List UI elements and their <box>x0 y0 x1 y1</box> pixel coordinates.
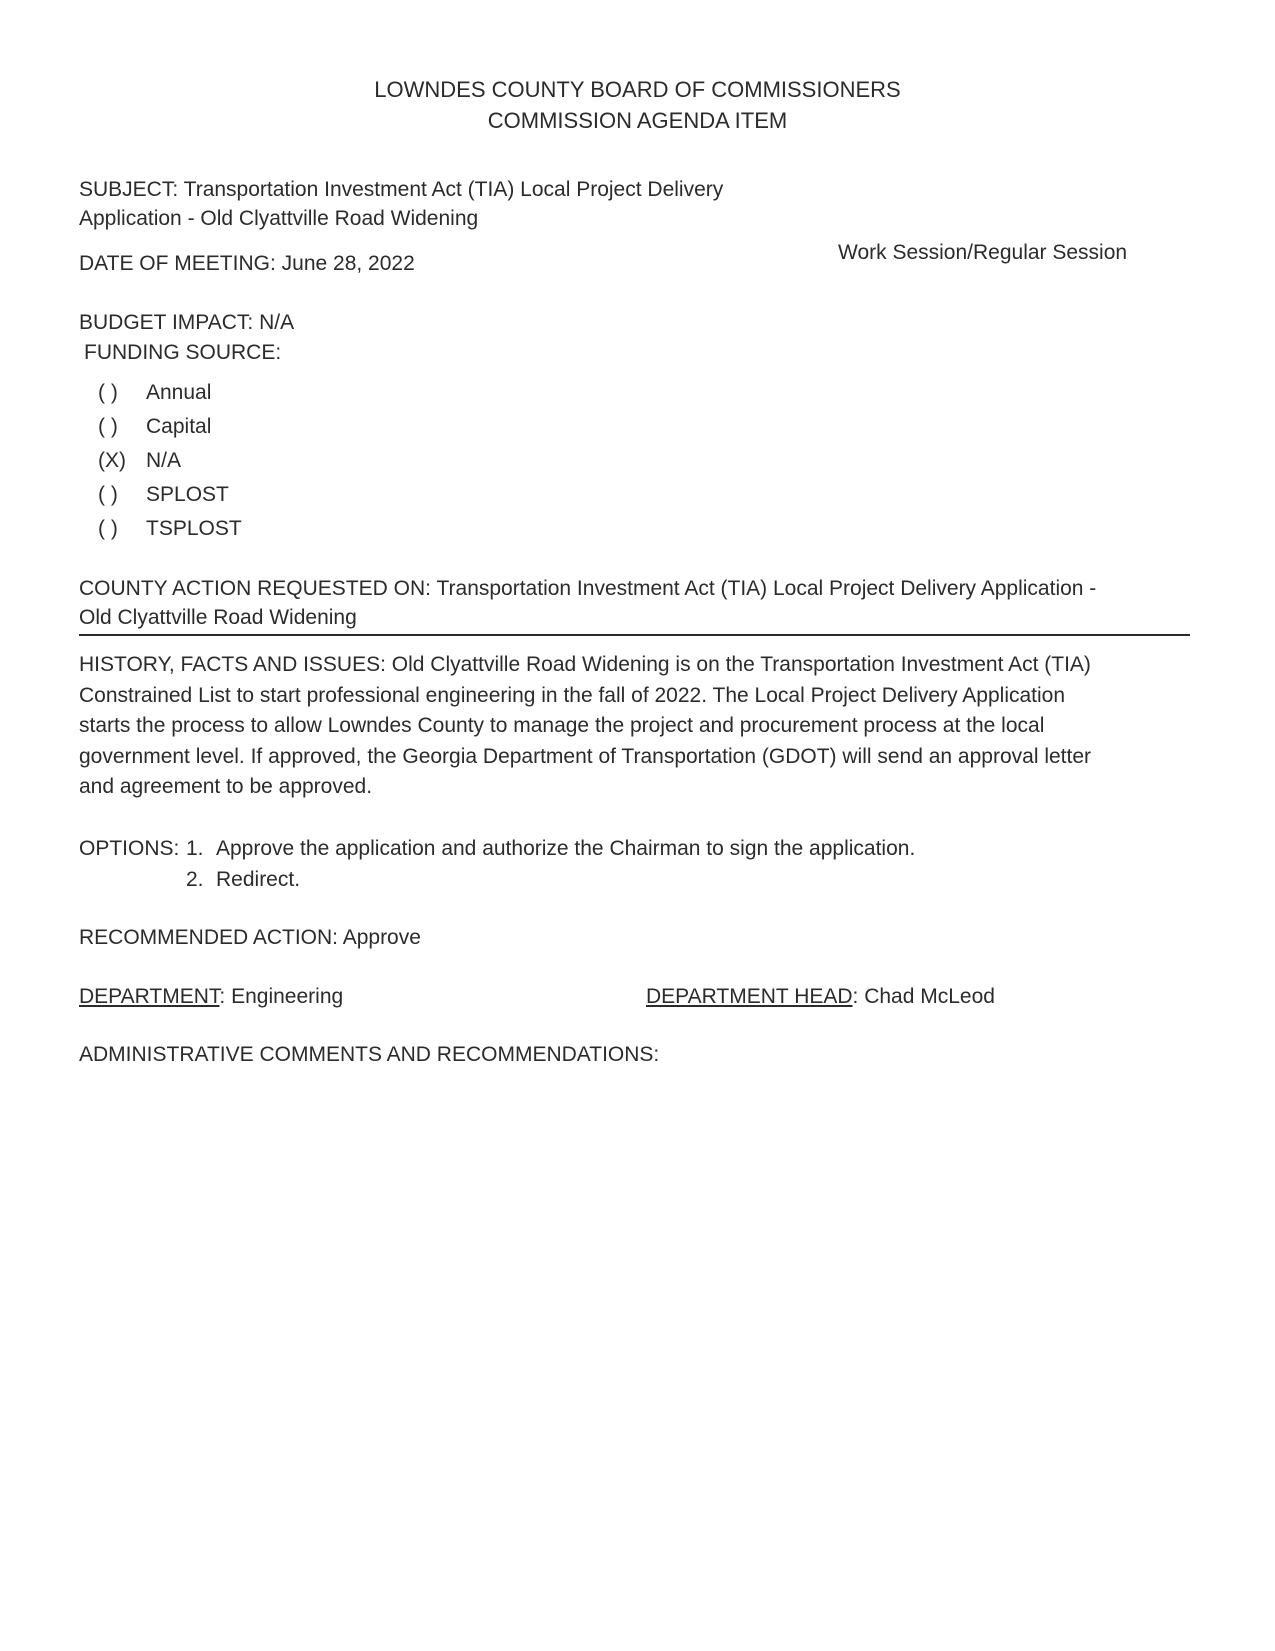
meeting-date-label: DATE OF MEETING: <box>79 252 276 275</box>
history-label: HISTORY, FACTS AND ISSUES: <box>79 653 386 676</box>
funding-checkbox: (X) <box>98 449 126 472</box>
option-text: Approve the application and authorize the Chairman to sign the application. <box>216 837 916 860</box>
subject-line-1 <box>79 175 799 204</box>
subject-line-2: Application - Old Clyattville Road Widening <box>79 207 479 230</box>
history-line-1 <box>79 650 1209 681</box>
funding-option-label: Annual <box>146 381 212 404</box>
option-number: 1. <box>186 837 204 860</box>
recommended-action-value: Approve <box>342 926 421 949</box>
options-label: OPTIONS: <box>79 837 180 860</box>
department <box>79 982 343 1011</box>
department-head-value: : Chad McLeod <box>852 985 995 1008</box>
county-action-block <box>79 574 1199 632</box>
funding-source-label: FUNDING SOURCE: <box>84 341 282 364</box>
funding-checkbox: ( ) <box>98 483 118 506</box>
section-divider <box>79 634 1190 636</box>
funding-option-annual <box>98 376 242 410</box>
funding-option-label: SPLOST <box>146 483 229 506</box>
subject-label: SUBJECT: <box>79 178 179 201</box>
county-action-text-1: Transportation Investment Act (TIA) Local Project Delivery Application - <box>436 577 1097 600</box>
department-head <box>646 982 995 1011</box>
funding-option-capital <box>98 410 242 444</box>
funding-option-tsplost <box>98 512 242 546</box>
funding-checkbox: ( ) <box>98 415 118 438</box>
administrative-comments-label: ADMINISTRATIVE COMMENTS AND RECOMMENDATIONS: <box>79 1043 660 1066</box>
history-block <box>79 650 1209 803</box>
funding-option-splost <box>98 478 242 512</box>
funding-checkbox: ( ) <box>98 517 118 540</box>
funding-option-label: TSPLOST <box>146 517 242 540</box>
history-text-1: Old Clyattville Road Widening is on the Transportation Investment Act (TIA) <box>391 653 1091 676</box>
subject-text-1: Transportation Investment Act (TIA) Local Project Delivery <box>183 178 724 201</box>
meeting-date-value: June 28, 2022 <box>281 252 415 275</box>
subject-block <box>79 175 799 233</box>
history-line-3: starts the process to allow Lowndes County to manage the project and procurement process at the local <box>79 714 1045 737</box>
options-list <box>186 834 915 896</box>
department-head-label: DEPARTMENT HEAD <box>646 985 853 1008</box>
option-text: Redirect. <box>216 868 301 891</box>
funding-option-label: Capital <box>146 415 212 438</box>
budget-impact <box>79 308 294 337</box>
budget-impact-value: N/A <box>259 311 295 334</box>
history-line-5: and agreement to be approved. <box>79 775 373 798</box>
funding-source-list <box>98 376 242 546</box>
recommended-action <box>79 923 421 952</box>
meeting-date <box>79 249 415 278</box>
option-item <box>186 834 915 865</box>
county-action-line-2: Old Clyattville Road Widening <box>79 606 357 629</box>
funding-checkbox: ( ) <box>98 381 118 404</box>
funding-option-na <box>98 444 242 478</box>
recommended-action-label: RECOMMENDED ACTION: <box>79 926 339 949</box>
department-value: : Engineering <box>219 985 344 1008</box>
header-agenda-title: COMMISSION AGENDA ITEM <box>487 108 788 133</box>
history-line-2: Constrained List to start professional engineering in the fall of 2022. The Local Project Delivery Application <box>79 683 1066 707</box>
header-board-title: LOWNDES COUNTY BOARD OF COMMISSIONERS <box>374 77 901 102</box>
county-action-line-1 <box>79 574 1199 603</box>
session-type: Work Session/Regular Session <box>838 241 1128 264</box>
budget-impact-label: BUDGET IMPACT: <box>79 311 254 334</box>
option-item <box>186 865 915 896</box>
department-label: DEPARTMENT <box>79 985 220 1008</box>
county-action-label: COUNTY ACTION REQUESTED ON: <box>79 577 431 600</box>
history-line-4: government level. If approved, the Georgia Department of Transportation (GDOT) will send an approval letter <box>79 744 1091 768</box>
option-number: 2. <box>186 868 204 891</box>
funding-option-label: N/A <box>146 449 182 472</box>
